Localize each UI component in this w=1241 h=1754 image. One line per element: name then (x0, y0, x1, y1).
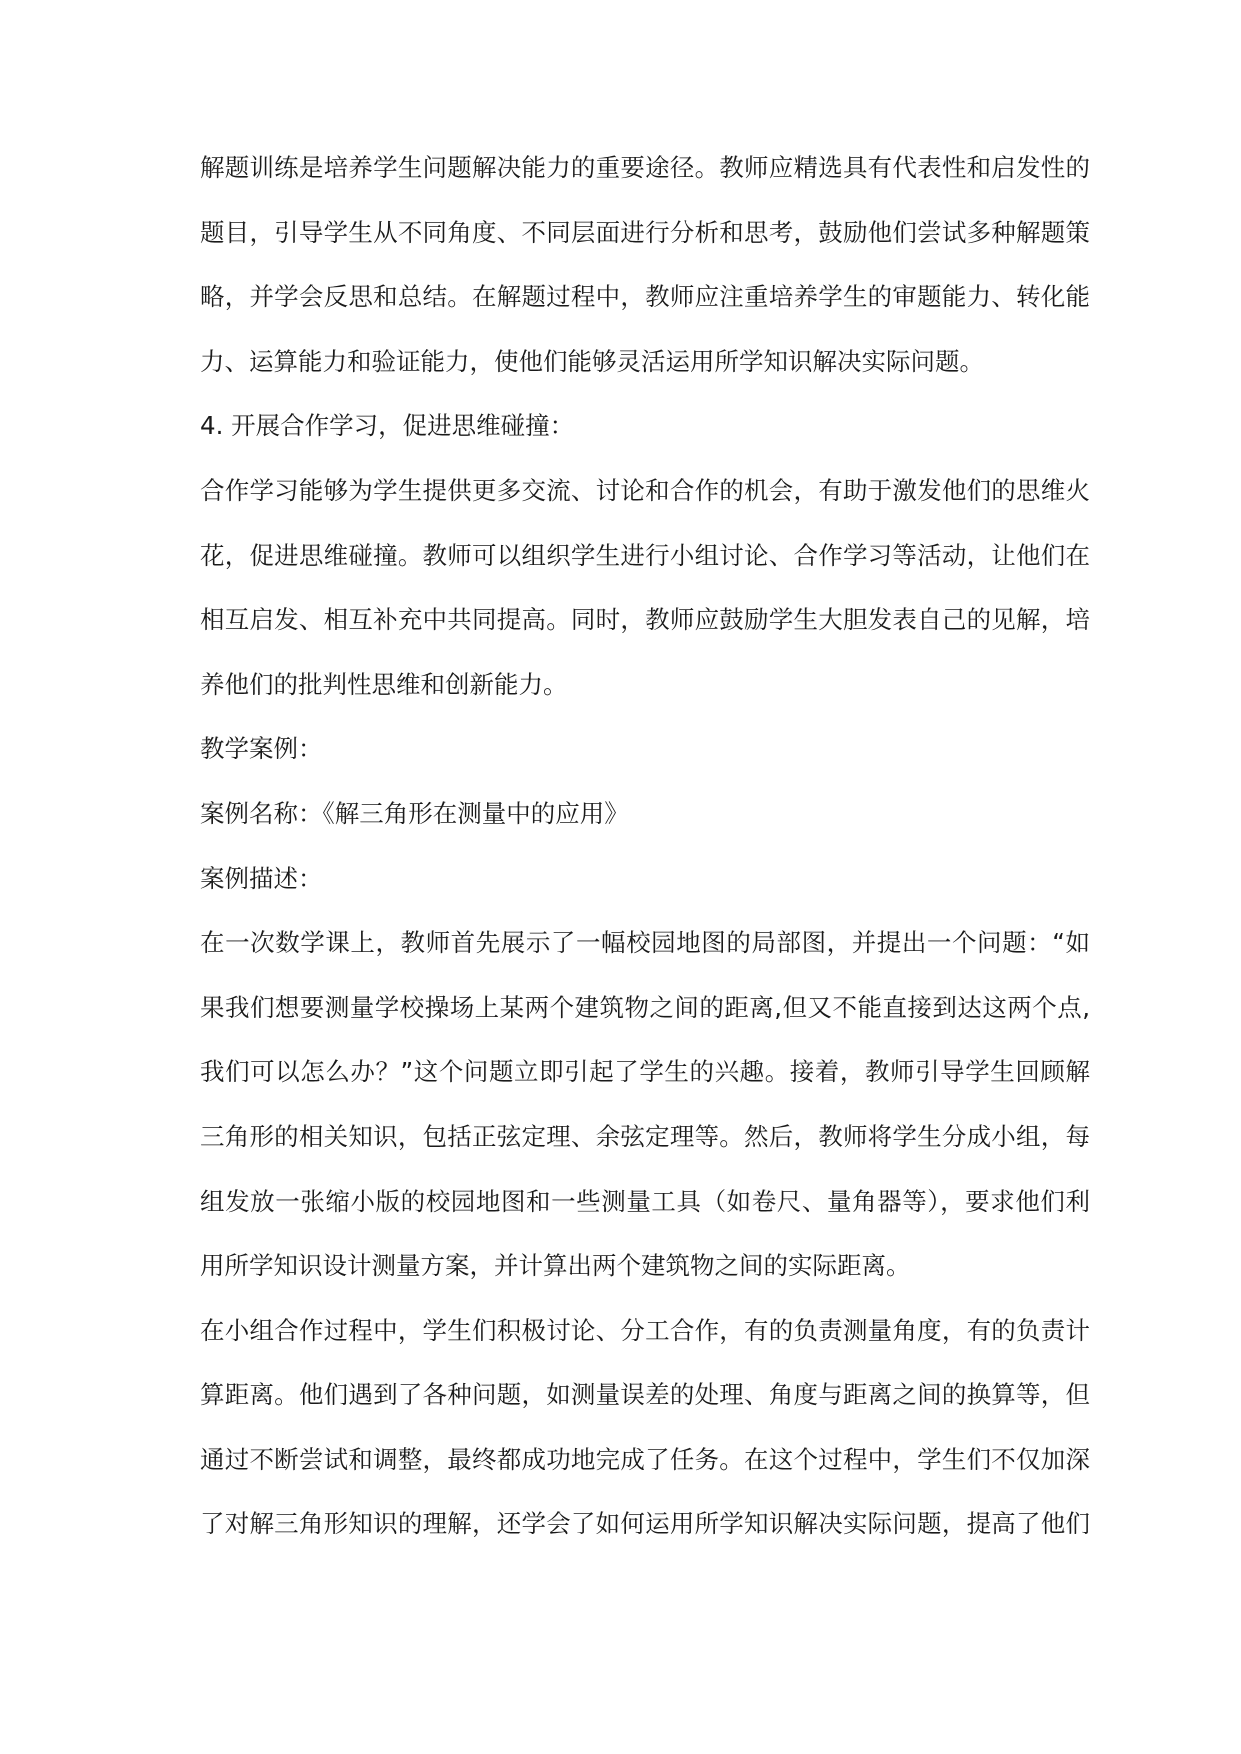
paragraph-line: 力、运算能力和验证能力，使他们能够灵活运用所学知识解决实际问题。 (200, 346, 984, 376)
paragraph-line: 用所学知识设计测量方案，并计算出两个建筑物之间的实际距离。 (200, 1251, 911, 1281)
paragraph-line: 组发放一张缩小版的校园地图和一些测量工具（如卷尺、量角器等），要求他们利 (200, 1186, 1090, 1216)
paragraph-line: 花，促进思维碰撞。教师可以组织学生进行小组讨论、合作学习等活动，让他们在 (200, 540, 1090, 570)
paragraph-line: 在小组合作过程中，学生们积极讨论、分工合作，有的负责测量角度，有的负责计 (200, 1315, 1090, 1345)
label-teaching-case: 教学案例： (200, 734, 323, 764)
paragraph-line: 略，并学会反思和总结。在解题过程中，教师应注重培养学生的审题能力、转化能 (200, 282, 1090, 312)
paragraph-line: 了对解三角形知识的理解，还学会了如何运用所学知识解决实际问题，提高了他们 (200, 1509, 1090, 1539)
label-case-name: 案例名称：《解三角形在测量中的应用》 (200, 798, 629, 828)
document-body (200, 145, 1090, 1566)
paragraph-line: 相互启发、相互补充中共同提高。同时，教师应鼓励学生大胆发表自己的见解，培 (200, 605, 1090, 635)
paragraph-line: 合作学习能够为学生提供更多交流、讨论和合作的机会，有助于激发他们的思维火 (200, 475, 1090, 505)
paragraph-line: 解题训练是培养学生问题解决能力的重要途径。教师应精选具有代表性和启发性的 (200, 153, 1090, 182)
paragraph-line: 题目，引导学生从不同角度、不同层面进行分析和思考，鼓励他们尝试多种解题策 (200, 217, 1090, 247)
paragraph-line: 三角形的相关知识，包括正弦定理、余弦定理等。然后，教师将学生分成小组，每 (200, 1121, 1090, 1151)
paragraph-line: 养他们的批判性思维和创新能力。 (200, 669, 568, 699)
paragraph-line: 通过不断尝试和调整，最终都成功地完成了任务。在这个过程中，学生们不仅加深 (200, 1444, 1090, 1474)
paragraph-line: 在一次数学课上，教师首先展示了一幅校园地图的局部图，并提出一个问题：“如 (200, 928, 1090, 958)
paragraph-line: 我们可以怎么办？”这个问题立即引起了学生的兴趣。接着，教师引导学生回顾解 (200, 1057, 1090, 1087)
paragraph-line: 算距离。他们遇到了各种问题，如测量误差的处理、角度与距离之间的换算等，但 (200, 1380, 1090, 1410)
section-heading: 4. 开展合作学习，促进思维碰撞： (200, 411, 575, 441)
label-case-description: 案例描述： (200, 863, 323, 893)
paragraph-line: 果我们想要测量学校操场上某两个建筑物之间的距离,但又不能直接到达这两个点, (200, 992, 1090, 1022)
